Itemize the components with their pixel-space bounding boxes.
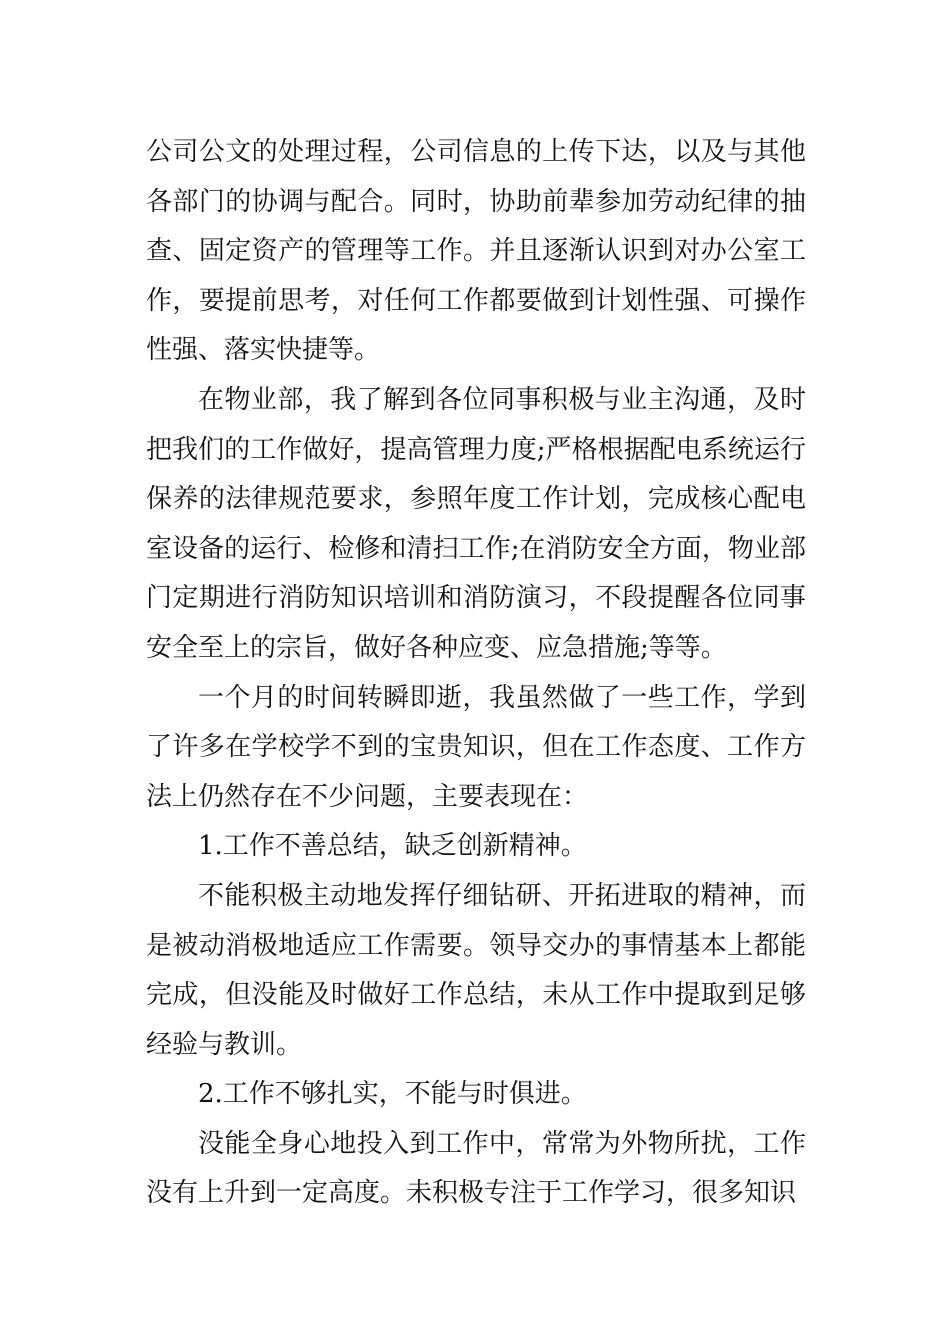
paragraph-4: 不能积极主动地发挥仔细钻研、开拓进取的精神，而是被动消极地适应工作需要。领导交办的事情基本上都能完成，但没能及时做好工作总结，未从工作中提取到足够经验与教训。	[146, 880, 806, 1060]
list-heading-1: 1.工作不善总结，缺乏创新精神。	[198, 831, 587, 862]
paragraph-2: 在物业部，我了解到各位同事积极与业主沟通，及时把我们的工作做好，提高管理力度;严格根据配电系统运行保养的法律规范要求，参照年度工作计划，完成核心配电室设备的运行、检修和清扫工作;在消防安全方面，物业部门定期进行消防知识培训和消防演习，不段提醒各位同事安全至上的宗旨，做好各种应变、应急措施;等等。	[146, 384, 806, 663]
document-body	[146, 128, 806, 1219]
paragraph-1: 公司公文的处理过程，公司信息的上传下达，以及与其他各部门的协调与配合。同时，协助前辈参加劳动纪律的抽查、固定资产的管理等工作。并且逐渐认识到对办公室工作，要提前思考，对任何工作都要做到计划性强、可操作性强、落实快捷等。	[146, 137, 806, 366]
list-heading-2: 2.工作不够扎实，不能与时俱进。	[198, 1079, 587, 1110]
paragraph-5: 没能全身心地投入到工作中，常常为外物所扰，工作没有上升到一定高度。未积极专注于工作学习，很多知识	[146, 1128, 806, 1209]
paragraph-3: 一个月的时间转瞬即逝，我虽然做了一些工作，学到了许多在学校学不到的宝贵知识，但在工作态度、工作方法上仍然存在不少问题，主要表现在：	[146, 682, 806, 812]
